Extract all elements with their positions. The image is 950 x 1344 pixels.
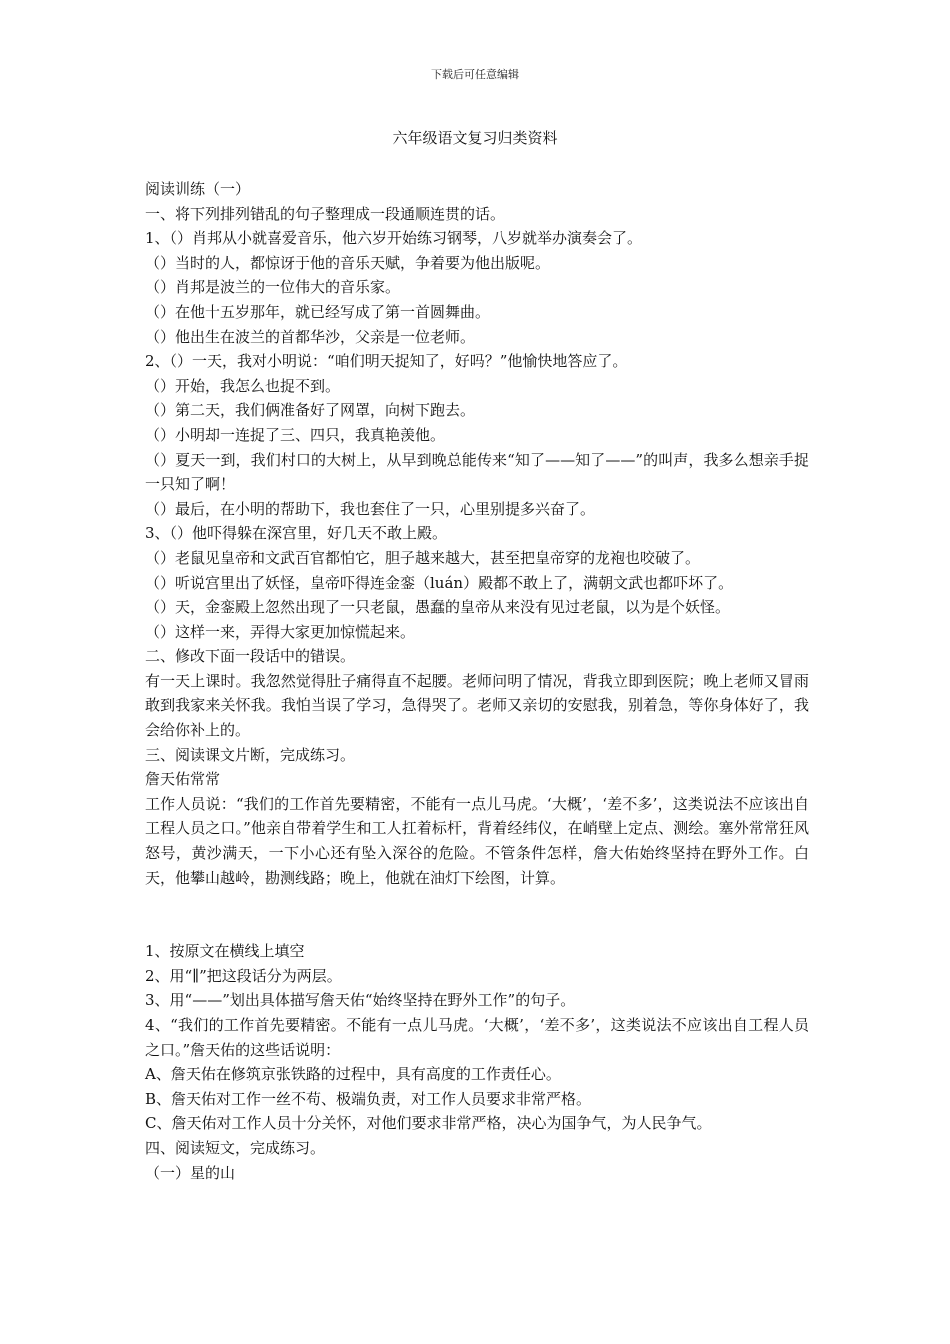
answer-option: C、詹天佑对工作人员十分关怀，对他们要求非常严格，决心为国争气，为人民争气。 xyxy=(145,1114,712,1133)
sentence-line: （）老鼠见皇帝和文武百官都怕它，胆子越来越大，甚至把皇帝穿的龙袍也咬破了。 xyxy=(145,548,701,567)
sentence-line: （）天，金銮殿上忽然出现了一只老鼠，愚蠢的皇帝从来没有见过老鼠，以为是个妖怪。 xyxy=(145,598,731,617)
question-item: 4、“我们的工作首先要精密。不能有一点儿马虎。‘大概’，‘差不多’，这类说法不应该出自工程人员之口。”詹天佑的这些话说明： xyxy=(145,1016,809,1059)
passage-paragraph: 工作人员说：“我们的工作首先要精密，不能有一点儿马虎。‘大概’，‘差不多’，这类说法不应该出自工程人员之口。”他亲自带着学生和工人扛着标杆，背着经纬仪，在峭壁上定点、测绘。塞外常常狂风怒号，黄沙满天，一下小心还有坠入深谷的危险。不管条件怎样，詹大佑始终坚持在野外工作。白天，他攀山越岭，勘测线路；晚上，他就在油灯下绘图，计算。 xyxy=(145,794,809,887)
exercise-heading: 阅读训练（一） xyxy=(145,180,251,198)
sentence-line: （）最后，在小明的帮助下，我也套住了一只，心里别提多兴奋了。 xyxy=(145,499,596,518)
answer-option: A、詹天佑在修筑京张铁路的过程中，具有高度的工作责任心。 xyxy=(145,1065,561,1084)
sentence-line: 1、（）肖邦从小就喜爱音乐，他六岁开始练习钢琴，八岁就举办演奏会了。 xyxy=(145,229,643,248)
question-heading: 二、修改下面一段话中的错误。 xyxy=(145,647,356,666)
sentence-line: （）当时的人，都惊讶于他的音乐天赋，争着要为他出版呢。 xyxy=(145,253,551,272)
question-heading: 四、阅读短文，完成练习。 xyxy=(145,1138,326,1157)
answer-option: B、詹天佑对工作一丝不苟、极端负责，对工作人员要求非常严格。 xyxy=(145,1089,592,1108)
sentence-line: （）肖邦是波兰的一位伟大的音乐家。 xyxy=(145,278,401,297)
sentence-line: （）夏天一到，我们村口的大树上，从早到晚总能传来“知了——知了——”的叫声，我多么想亲手捉一只知了啊！ xyxy=(145,450,809,494)
question-item: 2、用“∥”把这段话分为两层。 xyxy=(145,966,342,985)
sentence-line: （）听说宫里出了妖怪，皇帝吓得连金銮（luán）殿都不敢上了，满朝文武也都吓坏了。 xyxy=(145,573,734,592)
question-item: 1、按原文在横线上填空 xyxy=(145,942,305,961)
sentence-line: （）这样一来，弄得大家更加惊慌起来。 xyxy=(145,622,416,641)
sentence-line: （）他出生在波兰的首都华沙，父亲是一位老师。 xyxy=(145,327,476,346)
sentence-line: （）小明却一连捉了三、四只，我真艳羡他。 xyxy=(145,425,446,444)
question-heading: 三、阅读课文片断，完成练习。 xyxy=(145,745,356,764)
question-item: 3、用“——”划出具体描写詹天佑“始终坚持在野外工作”的句子。 xyxy=(145,991,576,1010)
passage-line: 詹天佑常常 xyxy=(145,770,221,789)
blank-space xyxy=(145,890,809,939)
sentence-line: 3、（）他吓得躲在深宫里，好几天不敢上殿。 xyxy=(145,524,448,543)
document-body xyxy=(145,177,809,1185)
header-note: 下载后可任意编辑 xyxy=(431,68,519,81)
sentence-line: 2、（）一天，我对小明说：“咱们明天捉知了，好吗？”他愉快地答应了。 xyxy=(145,352,628,371)
paragraph-to-correct: 有一天上课时。我忽然觉得肚子痛得直不起腰。老师问明了情况，背我立即到医院；晚上老师又冒雨敢到我家来关怀我。我怕当误了学习，急得哭了。老师又亲切的安慰我，别着急，等你身体好了，我会给你补上的。 xyxy=(145,671,809,740)
sentence-line: （）第二天，我们俩准备好了网罩，向树下跑去。 xyxy=(145,401,476,420)
sentence-line: （）在他十五岁那年，就已经写成了第一首圆舞曲。 xyxy=(145,302,491,321)
question-heading: 一、将下列排列错乱的句子整理成一段通顺连贯的话。 xyxy=(145,204,506,223)
document-title: 六年级语文复习归类资料 xyxy=(392,129,558,147)
passage-subtitle: （一）星的山 xyxy=(145,1163,236,1182)
sentence-line: （）开始，我怎么也捉不到。 xyxy=(145,376,341,395)
